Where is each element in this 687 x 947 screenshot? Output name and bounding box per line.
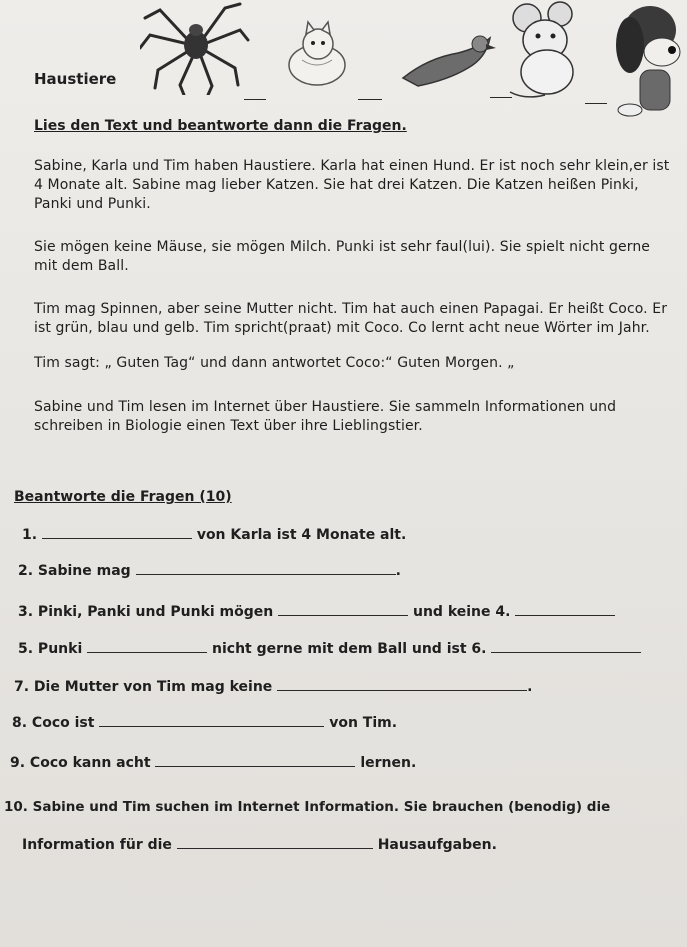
spider-illustration — [140, 0, 250, 95]
question-text: lernen. — [360, 755, 417, 771]
question-text: 3. Pinki, Panki und Punki mögen — [18, 604, 274, 620]
page-title: Haustiere — [34, 70, 117, 88]
answer-blank[interactable] — [87, 640, 207, 653]
cat-illustration — [282, 20, 352, 90]
question-punct: . — [395, 563, 401, 579]
question-text: 7. Die Mutter von Tim mag keine — [14, 679, 273, 695]
question-text: von Tim. — [329, 715, 398, 731]
question-text: von Karla ist 4 Monate alt. — [196, 527, 407, 543]
question-3 — [18, 603, 615, 620]
instruction-heading: Lies den Text und beantworte dann die Fragen. — [34, 118, 407, 134]
ground-line — [490, 97, 512, 98]
question-8 — [12, 714, 397, 731]
text-paragraph: Tim mag Spinnen, aber seine Mutter nicht. Tim hat auch einen Papagai. Er heißt Coco. Er ist grün, blau und gelb. Tim spricht(praat) mit Coco. Co lernt acht neue Wörter im Jahr. — [34, 301, 668, 336]
answer-blank[interactable] — [136, 562, 396, 575]
parrot-illustration — [398, 28, 498, 93]
text-paragraph: Sabine, Karla und Tim haben Haustiere. Karla hat einen Hund. Er ist noch sehr klein,er ist 4 Monate alt. Sabine mag lieber Katzen. Sie hat drei Katzen. Die Katzen heißen Pinki, Panki und Punki. — [34, 158, 670, 212]
dog-illustration — [600, 0, 687, 120]
text-paragraph: Sie mögen keine Mäuse, sie mögen Milch. Punki ist sehr faul(lui). Sie spielt nicht gerne mit dem Ball. — [34, 239, 651, 274]
question-punct: . — [527, 679, 533, 695]
ground-line — [244, 99, 266, 100]
ground-line — [358, 99, 382, 100]
question-text: 8. Coco ist — [12, 715, 95, 731]
answer-blank[interactable] — [42, 526, 192, 539]
text-paragraph: Tim sagt: „ Guten Tag“ und dann antwortet Coco:“ Guten Morgen. „ — [34, 355, 515, 371]
question-10-line-2 — [22, 836, 497, 853]
question-text: nicht gerne mit dem Ball und ist 6. — [212, 641, 487, 657]
question-text: Information für die — [22, 837, 172, 853]
question-9 — [10, 754, 416, 771]
answer-blank[interactable] — [155, 754, 355, 767]
question-text: 2. Sabine mag — [18, 563, 131, 579]
questions-heading: Beantworte die Fragen (10) — [14, 489, 232, 505]
answer-blank[interactable] — [491, 640, 641, 653]
answer-blank[interactable] — [278, 603, 408, 616]
question-7 — [14, 678, 533, 695]
answer-blank[interactable] — [277, 678, 527, 691]
mouse-illustration — [505, 0, 585, 100]
ground-line — [585, 103, 607, 104]
question-text: 10. Sabine und Tim suchen im Internet Information. Sie brauchen (benodig) die — [4, 799, 611, 815]
question-text: 9. Coco kann acht — [10, 755, 151, 771]
answer-blank[interactable] — [177, 836, 373, 849]
question-text: 5. Punki — [18, 641, 83, 657]
question-5 — [18, 640, 641, 657]
answer-blank[interactable] — [515, 603, 615, 616]
question-2 — [18, 562, 401, 579]
text-paragraph: Sabine und Tim lesen im Internet über Haustiere. Sie sammeln Informationen und schreiben in Biologie einen Text über ihre Lieblingstier. — [34, 399, 617, 434]
question-number: 1. — [22, 527, 38, 543]
question-1 — [22, 526, 406, 543]
question-text: Hausaufgaben. — [377, 837, 497, 853]
answer-blank[interactable] — [99, 714, 324, 727]
question-10 — [4, 799, 610, 815]
question-text: und keine 4. — [413, 604, 511, 620]
